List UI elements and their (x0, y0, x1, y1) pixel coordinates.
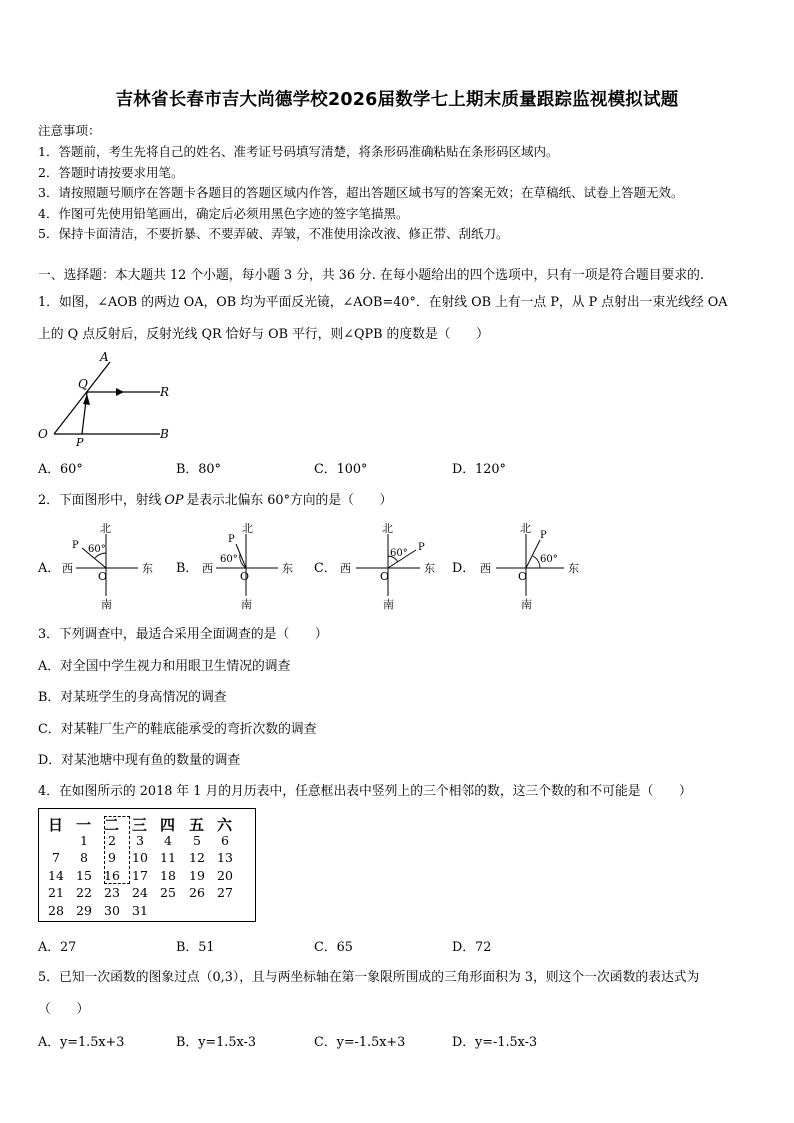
svg-text:西: 西 (202, 562, 213, 575)
notice-heading: 注意事项： (38, 123, 101, 138)
q1-figure (30, 348, 190, 448)
q2-option-a-letter: A． (38, 561, 61, 576)
calendar-header-cell: 一 (76, 816, 92, 834)
calendar-cell: 24 (132, 885, 148, 901)
svg-text:北: 北 (382, 522, 393, 535)
svg-text:西: 西 (480, 562, 491, 575)
calendar-cell: 21 (48, 885, 64, 901)
q2-compass-c (334, 520, 438, 612)
calendar-cell: 30 (104, 902, 120, 918)
q1-option-c: C．100° (314, 462, 368, 477)
label-p: P (76, 436, 84, 448)
q3-stem: 3．下列调查中，最适合采用全面调查的是（ ） (38, 627, 328, 642)
notice-item: 2．答题时请按要求用笔。 (38, 165, 184, 180)
svg-text:南: 南 (241, 598, 252, 611)
notice-item: 3．请按照题号顺序在答题卡各题目的答题区域内作答，超出答题区域书写的答案无效；在草稿纸、试卷上答题无效。 (38, 185, 684, 200)
q5-option-a: A．y=1.5x+3 (38, 1035, 125, 1050)
calendar-cell: 22 (76, 885, 92, 901)
q2-option-c-letter: C． (314, 561, 337, 576)
label-o: O (38, 427, 48, 441)
calendar-cell: 8 (80, 850, 88, 866)
notice-item: 5．保持卡面清洁，不要折暴、不要弄破、弄皱，不准使用涂改液、修正带、刮纸刀。 (38, 226, 509, 241)
q5-option-b: B．y=1.5x-3 (176, 1035, 256, 1050)
notice-item: 1．答题前，考生先将自己的姓名、准考证号码填写清楚，将条形码准确粘贴在条形码区域内。 (38, 144, 559, 159)
calendar-cell: 27 (217, 885, 233, 901)
arrow-right-icon (116, 388, 124, 396)
calendar-selection-box (104, 816, 130, 884)
q2-stem: 2．下面图形中，射线 OP 是表示北偏东 60°方向的是（ ） (38, 493, 393, 508)
calendar-cell: 7 (52, 850, 60, 866)
q1-option-b: B．80° (176, 462, 221, 477)
svg-text:东: 东 (142, 562, 153, 575)
calendar-cell: 9 (108, 850, 116, 866)
q3-option-b: B．对某班学生的身高情况的调查 (38, 690, 227, 705)
q2-compass-b (196, 520, 300, 612)
q1-option-a: A．60° (38, 462, 83, 477)
svg-text:60°: 60° (88, 544, 106, 555)
calendar-cell: 12 (189, 850, 205, 866)
calendar-cell: 1 (80, 833, 88, 848)
svg-text:60°: 60° (390, 548, 408, 559)
label-b: B (160, 427, 169, 441)
calendar-cell: 18 (160, 867, 176, 883)
svg-text:南: 南 (383, 598, 394, 611)
calendar-header-cell: 六 (217, 816, 233, 834)
svg-text:南: 南 (521, 598, 532, 611)
ray-op (526, 540, 540, 568)
calendar-cell: 14 (48, 867, 64, 883)
section-heading: 一、选择题：本大题共 12 个小题，每小题 3 分，共 36 分. 在每小题给出的四个选项中，只有一项是符合题目要求的. (38, 268, 704, 283)
calendar-cell: 11 (160, 850, 176, 866)
svg-text:P: P (72, 540, 79, 551)
var-op: OP (164, 493, 184, 508)
calendar-header-cell: 二 (104, 816, 120, 834)
calendar-cell: 2 (108, 833, 116, 848)
calendar-cell: 28 (48, 902, 64, 918)
svg-text:O: O (380, 570, 390, 583)
svg-text:P: P (540, 530, 547, 541)
calendar-header-cell: 三 (132, 816, 148, 834)
svg-text:O: O (240, 570, 250, 583)
svg-text:北: 北 (520, 522, 531, 535)
svg-text:西: 西 (340, 562, 351, 575)
calendar-cell: 19 (189, 867, 205, 883)
calendar-cell: 20 (217, 867, 233, 883)
q5-option-c: C．y=-1.5x+3 (314, 1035, 406, 1050)
svg-text:60°: 60° (540, 554, 558, 565)
calendar-header-cell: 日 (48, 816, 64, 834)
q5-stem-line2: （ ） (38, 1002, 90, 1017)
calendar-cell: 5 (193, 833, 201, 848)
q4-option-d: D．72 (452, 940, 492, 955)
calendar-cell: 13 (217, 850, 233, 866)
q2-option-b-letter: B． (176, 561, 199, 576)
svg-text:西: 西 (62, 562, 73, 575)
calendar-cell: 29 (76, 902, 92, 918)
q2-option-d-letter: D． (452, 561, 476, 576)
label-a: A (100, 350, 109, 364)
q3-option-a: A．对全国中学生视力和用眼卫生情况的调查 (38, 659, 291, 674)
calendar-cell: 23 (104, 885, 120, 901)
calendar-cell: 17 (132, 867, 148, 883)
svg-text:东: 东 (282, 562, 293, 575)
q5-stem-line1: 5．已知一次函数的图象过点（0,3），且与两坐标轴在第一象限所围成的三角形面积为 3，则这个一次函数的表达式为 (38, 970, 700, 985)
page-title: 吉林省长春市吉大尚德学校2026届数学七上期末质量跟踪监视模拟试题 (115, 90, 679, 110)
svg-text:O: O (518, 570, 528, 583)
svg-text:P: P (418, 542, 425, 553)
calendar-header-cell: 五 (189, 816, 205, 834)
label-q: Q (78, 377, 88, 391)
q1-stem-line1: 1．如图，∠AOB 的两边 OA，OB 均为平面反光镜，∠AOB=40°．在射线 OB 上有一点 P，从 P 点射出一束光线经 OA (38, 295, 728, 310)
svg-text:60°: 60° (220, 554, 238, 565)
q4-option-c: C．65 (314, 940, 353, 955)
calendar-cell: 6 (221, 833, 229, 848)
calendar-header-cell: 四 (160, 816, 176, 834)
svg-text:P: P (228, 534, 235, 545)
svg-text:O: O (98, 570, 108, 583)
svg-text:北: 北 (242, 522, 253, 535)
calendar-cell: 4 (164, 833, 172, 848)
q2-compass-d (474, 520, 584, 612)
label-r: R (160, 385, 170, 399)
calendar-cell: 16 (104, 867, 120, 883)
calendar-cell: 31 (132, 902, 148, 918)
calendar-cell: 15 (76, 867, 92, 883)
q3-option-d: D．对某池塘中现有鱼的数量的调查 (38, 753, 241, 768)
notice-item: 4．作图可先使用铅笔画出，确定后必须用黑色字迹的签字笔描黑。 (38, 206, 409, 221)
svg-text:东: 东 (568, 562, 579, 575)
q5-option-d: D．y=-1.5x-3 (452, 1035, 538, 1050)
calendar-cell: 3 (136, 833, 144, 848)
calendar-cell: 26 (189, 885, 205, 901)
q1-stem-line2: 上的 Q 点反射后，反射光线 QR 恰好与 OB 平行，则∠QPB 的度数是（ ） (38, 327, 489, 342)
svg-text:北: 北 (100, 522, 111, 535)
q4-option-b: B．51 (176, 940, 215, 955)
q3-option-c: C．对某鞋厂生产的鞋底能承受的弯折次数的调查 (38, 722, 317, 737)
q4-option-a: A．27 (38, 940, 77, 955)
calendar-cell: 10 (132, 850, 148, 866)
ray-oa (54, 362, 110, 434)
svg-text:东: 东 (424, 562, 435, 575)
svg-text:南: 南 (101, 598, 112, 611)
calendar-cell: 25 (160, 885, 176, 901)
q1-option-d: D．120° (452, 462, 506, 477)
q2-compass-a (56, 520, 160, 612)
q4-stem: 4．在如图所示的 2018 年 1 月的月历表中，任意框出表中竖列上的三个相邻的数，这三个数的和不可能是（ ） (38, 784, 692, 799)
